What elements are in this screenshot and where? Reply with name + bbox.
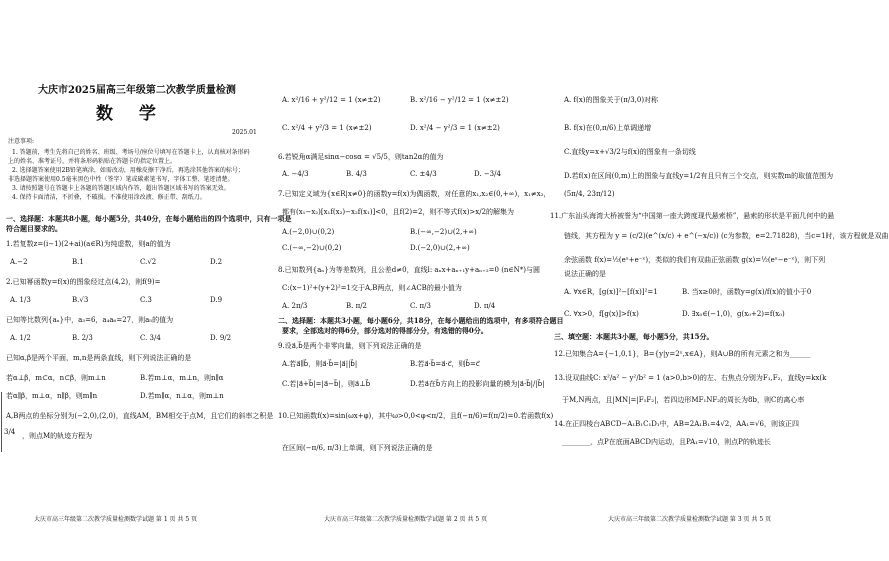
exam-title: 大庆市2025届高三年级第二次教学质量检测	[38, 85, 236, 96]
option: C.若|a⃗+b⃗|=|a⃗−b⃗|，则a⃗⊥b⃗	[282, 380, 371, 388]
option: A. 1/3	[10, 296, 31, 304]
section-heading: 二、选择题：本题共3小题，每小题6分，共18分，在每小题给出的选项中，有多项符合题目	[278, 316, 564, 325]
option: B. 2/3	[72, 334, 93, 342]
option: C.3	[140, 296, 152, 304]
option: 若α∥β，m⊥α，n∥β，则m∥n	[6, 392, 98, 400]
page-footer: 大庆市高三年级第二次教学质量检测数学试题 第 1 页 共 5 页	[34, 516, 198, 523]
section-heading: 一、选择题：本题共8小题，每小题5分，共40分，在每小题给出的四个选项中，只有一项是	[6, 214, 292, 223]
note-line: 非选择题答案使用0.5毫米黑色中性（签字）笔或碳素笔书写，字体工整、笔迹清楚。	[8, 176, 234, 183]
option: A.(−2,0)∪(0,2)	[282, 228, 335, 236]
question-14: 14.在正四棱台ABCD−A₁B₁C₁D₁中，AB=2A₁B₁=4√2，AA₁=√6，则该正四	[554, 420, 799, 428]
option: D.若f(x)在区间(0,m)上的图象与直线y=1/2有且只有三个交点，则实数m的取值范围为	[564, 172, 834, 180]
note-line: 2. 选择题答案使用2B铅笔填涂，如需改动，用橡皮擦干净后，再选涂其他答案的标号；	[12, 167, 244, 174]
question-5-cont: ，则点M的轨迹方程为	[22, 432, 93, 440]
option: D.2	[210, 258, 223, 266]
option: C. π/3	[410, 302, 431, 310]
question-10-cont: 在区间(−π/6, π/3)上单调，则下列说法正确的是	[282, 444, 433, 452]
option-cont: (5π/4, 23π/12)	[564, 190, 615, 198]
option: 若α⊥β，m⊂α，n⊂β，则m⊥n	[6, 374, 106, 382]
question-11-cont: 余弦函数 f(x)=½(eˣ+e⁻ˣ)，类似的我们有双曲正弦函数 g(x)=½(eˣ−e⁻ˣ)，则下列	[564, 256, 826, 264]
question-11-cont: 链线，其方程为 y = (c/2)(e^(x/c) + e^(−x/c)) (c为参数，e=2.71828)，当c=1时，该方程就是双曲	[564, 232, 889, 240]
question-5: A,B两点的坐标分别为(−2,0),(2,0)，直线AM，BM相交于点M，且它们的斜率之积是	[6, 412, 274, 420]
option: D.若a⃗在b⃗方向上的投影向量的模为|a⃗·b⃗|/|b⃗|	[410, 380, 545, 388]
fraction: 3/4	[4, 428, 16, 436]
option: C. x²/4 + y²/3 = 1 (x≠±2)	[282, 124, 372, 132]
page-footer: 大庆市高三年级第二次教学质量检测数学试题 第 2 页 共 5 页	[324, 516, 488, 523]
question-7: 7.已知定义域为{x∈R|x≠0}的函数y=f(x)为偶函数，对任意的x₁,x₂∈(0,+∞)，x₁≠x₂，	[278, 190, 551, 198]
question-1: 1.若复数z=(i−1)(2+ai)(a∈R)为纯虚数，则a的值为	[6, 240, 171, 248]
question-12: 12.已知集合A={−1,0,1}，B={y|y=2ˣ,x∈A}，则A∪B的所有元素之和为______	[554, 350, 811, 358]
exam-page-3	[544, 0, 889, 561]
option: A.若a⃗∥b⃗，则a⃗·b⃗=|a⃗||b⃗|	[282, 360, 358, 368]
section-heading: 三、填空题：本题共3小题，每小题5分，共15分。	[554, 332, 714, 341]
note-line: 3. 请按照题号在答题卡上各题的答题区域内作答，超出答题区域书写的答案无效。	[12, 185, 230, 192]
option: D.若m∥α，n⊥α，则m⊥n	[140, 392, 224, 400]
option: A. 1/2	[10, 334, 31, 342]
page-footer: 大庆市高三年级第二次教学质量检测数学试题 第 3 页 共 5 页	[608, 516, 772, 523]
section-heading: 要求，全部选对的得6分，部分选对的得部分分，有选错的得0分。	[282, 326, 488, 335]
question-8: 8.已知数列{aₙ}为等差数列，且公差d≠0，直线l: aₙx+aₙ₊₁y+aₙ₊₂=0 (n∈N*)与圆	[278, 266, 540, 274]
option: D. 9/2	[210, 334, 232, 342]
option: B.1	[72, 258, 84, 266]
exam-date: 2025.01	[232, 129, 257, 136]
option: B. f(x)在(0,π/6)上单调递增	[564, 124, 652, 132]
subject-title: 数 学	[96, 104, 166, 124]
option: A. 2π/3	[282, 302, 308, 310]
option: C.√2	[140, 258, 157, 266]
option: C. ±4/3	[410, 170, 437, 178]
option: D. ∃x₀∈(−1,0)，g(x₀+2)=f(x₀)	[682, 310, 785, 318]
exam-page-1	[0, 0, 292, 561]
question-3: 已知等比数列{aₙ}中，a₃=6，a₄a₆=27，则a₅的值为	[6, 316, 174, 324]
question-2: 2.已知幂函数y=f(x)的图象经过点(4,2)，则f(9)=	[6, 278, 161, 286]
option: D. −3/4	[474, 170, 501, 178]
question-10: 10.已知函数f(x)=sin(ωx+φ)，其中ω>0,0<φ<π/2，且f(−π/6)=f(π/2)=0.若函数f(x)	[278, 412, 554, 420]
option: B. 4/3	[346, 170, 367, 178]
question-13: 13.设双曲线C: x²/a² − y²/b² = 1 (a>0,b>0)的左、右焦点分别为F₁,F₂，直线y=kx(k	[554, 374, 827, 382]
section-heading: 符合题目要求的。	[6, 224, 62, 233]
question-11-cont: 说法正确的是	[564, 270, 606, 278]
question-7-cont: 都有(x₁−x₂)[x₁f(x₂)−x₂f(x₁)]<0，且f(2)=2，则不等式f(x)>x/2的解集为	[282, 208, 515, 216]
option: B. π/2	[346, 302, 368, 310]
option: A. x²/16 + y²/12 = 1 (x≠±2)	[282, 96, 381, 104]
option: B.√3	[72, 296, 89, 304]
question-6: 6.若锐角α满足sinα−cosα = √5/5，则tan2α的值为	[278, 153, 444, 161]
option: C. ∀x>0，f[g(x)]>f(x)	[564, 310, 639, 318]
note-line: 4. 保持卡面清洁，不折叠，不破损。不准使用涂改液、修正带、刮纸刀。	[12, 194, 206, 201]
option: B.(−∞,−2)∪(2,+∞)	[410, 228, 477, 236]
option: D. x²/4 − y²/3 = 1 (x≠±2)	[410, 124, 500, 132]
question-8-cont: C:(x−1)²+(y+2)²=1交于A,B两点，则∠ACB的最小值为	[282, 284, 462, 292]
exam-page-2	[274, 0, 564, 561]
option: D. π/4	[474, 302, 496, 310]
option: D.9	[210, 296, 223, 304]
option: B. x²/16 − y²/12 = 1 (x≠±2)	[410, 96, 509, 104]
note-line: 1. 答题前，考生先将自己的姓名、班级、考场号/座位号填写在答题卡上，认真核对条形码	[12, 149, 250, 156]
question-13-cont: 于M,N两点，且|MN|=|F₁F₂|，若四边形MF₁NF₂的周长为8b，则C的离心率	[562, 396, 805, 404]
question-4: 已知α,β是两个平面，m,n是两条直线，则下列说法正确的是	[6, 354, 192, 362]
notes-heading: 注意事项:	[8, 138, 35, 145]
note-line: 上的姓名、准考证号，并将条形码粘贴在答题卡的指定位置上。	[8, 158, 177, 165]
option: C.(−∞,−2)∪(0,2)	[282, 244, 342, 252]
option: B. 当x≥0时，函数y=g(x)/f(x)的值小于0	[682, 288, 812, 296]
option: D.(−2,0)∪(2,+∞)	[410, 244, 470, 252]
question-9: 9.设a⃗,b⃗是两个非零向量，则下列说法正确的是	[278, 342, 422, 350]
option: A. −4/3	[282, 170, 309, 178]
option: A. f(x)的图象关于(π/3,0)对称	[564, 96, 659, 104]
option: B.若m⊥α，m⊥n，则n∥α	[140, 374, 224, 382]
option: B.若a⃗·b⃗=a⃗·c⃗，则b⃗=c⃗	[410, 360, 480, 368]
binding-line	[1, 392, 12, 452]
option: C. 3/4	[140, 334, 161, 342]
question-14-cont: ________，点P在底面ABCD内运动，且PA₁=√10，则点P的轨迹长	[562, 438, 771, 446]
option: A.−2	[10, 258, 28, 266]
question-11: 11.广东汕头海湾大桥被誉为“中国第一座大跨度现代悬索桥”，悬索的形状是平面几何中的悬	[550, 212, 835, 220]
option: A. ∀x∈R，[g(x)]²−[f(x)]²=1	[564, 288, 658, 296]
option: C.直线y=x+√3/2与f(x)的图象有一条切线	[564, 148, 696, 156]
